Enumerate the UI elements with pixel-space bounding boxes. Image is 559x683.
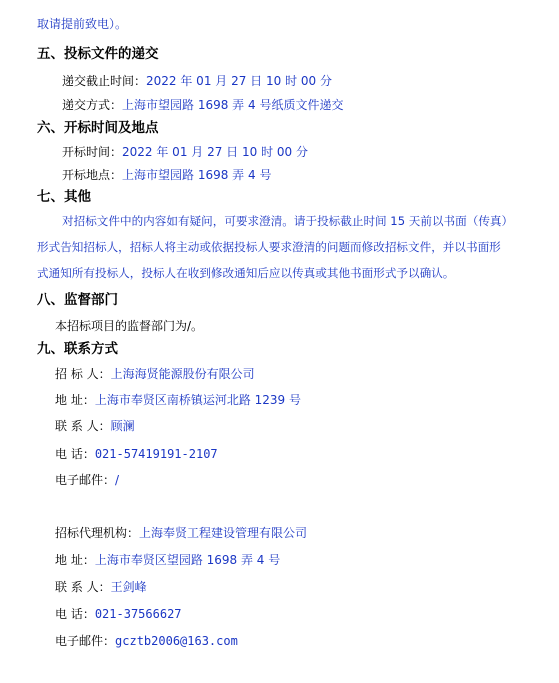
other-para-line3: 式通知所有投标人，投标人在收到修改通知后应以传真或其他书面形式予以确认。 — [37, 266, 455, 280]
other-para-line2: 形式告知招标人，招标人将主动或依据投标人要求澄清的问题而修改招标文件，并以书面形 — [37, 240, 501, 254]
supervision-text: 本招标项目的监督部门为/。 — [55, 319, 204, 333]
agent-phone-line — [55, 606, 182, 622]
tenderer-name-label: 招 标 人： — [55, 367, 111, 381]
section-8-heading: 八、监督部门 — [37, 292, 118, 308]
tenderer-address-line — [55, 392, 301, 408]
agent-contact-value: 王剑峰 — [110, 580, 147, 594]
tenderer-email-line — [55, 472, 119, 488]
tenderer-phone-value: 021-57419191-2107 — [94, 447, 218, 461]
agent-contact-line — [55, 579, 147, 595]
agent-phone-label: 电 话： — [55, 607, 95, 621]
section-9-heading: 九、联系方式 — [37, 341, 118, 357]
agent-name-line — [55, 525, 307, 541]
agent-contact-label: 联 系 人： — [55, 580, 111, 594]
submit-method-line — [62, 97, 343, 113]
deadline-value: 2022 年 01 月 27 日 10 时 00 分 — [146, 74, 332, 88]
deadline-label: 递交截止时间： — [62, 74, 147, 88]
agent-name-value: 上海奉贤工程建设管理有限公司 — [139, 526, 308, 540]
opening-place-value: 上海市望园路 1698 弄 4 号 — [122, 168, 272, 182]
agent-address-value: 上海市奉贤区望园路 1698 弄 4 号 — [94, 553, 281, 567]
tenderer-phone-label: 电 话： — [55, 447, 95, 461]
submit-method-value: 上海市望园路 1698 弄 4 号纸质文件递交 — [122, 98, 344, 112]
agent-email-label: 电子邮件： — [55, 634, 116, 648]
tenderer-address-label: 地 址： — [55, 393, 95, 407]
intro-tail: 取请提前致电）。 — [37, 17, 128, 31]
deadline-line — [62, 73, 332, 89]
tenderer-name-value: 上海海贤能源股份有限公司 — [110, 367, 255, 381]
opening-place-label: 开标地点： — [62, 168, 123, 182]
tenderer-name-line — [55, 366, 255, 382]
submit-method-label: 递交方式： — [62, 98, 123, 112]
opening-time-line — [62, 144, 308, 160]
tenderer-contact-line — [55, 418, 135, 434]
agent-address-line — [55, 552, 280, 568]
tenderer-contact-label: 联 系 人： — [55, 419, 111, 433]
section-5-heading: 五、投标文件的递交 — [37, 46, 159, 62]
agent-email-line — [55, 633, 238, 649]
tenderer-email-label: 电子邮件： — [55, 473, 116, 487]
agent-name-label: 招标代理机构： — [55, 526, 140, 540]
agent-phone-value: 021-37566627 — [94, 607, 182, 621]
section-7-heading: 七、其他 — [37, 189, 91, 205]
tenderer-email-value: / — [115, 473, 120, 487]
agent-address-label: 地 址： — [55, 553, 95, 567]
tenderer-phone-line — [55, 446, 218, 462]
opening-time-label: 开标时间： — [62, 145, 123, 159]
opening-place-line — [62, 167, 271, 183]
agent-email-value[interactable]: gcztb2006@163.com — [115, 634, 238, 648]
tenderer-address-value: 上海市奉贤区南桥镇运河北路 1239 号 — [94, 393, 301, 407]
other-para-line1: 对招标文件中的内容如有疑问，可要求澄清。请于投标截止时间 15 天前以书面（传真） — [62, 214, 514, 228]
section-6-heading: 六、开标时间及地点 — [37, 120, 159, 136]
opening-time-value: 2022 年 01 月 27 日 10 时 00 分 — [122, 145, 308, 159]
tenderer-contact-value: 顾澜 — [110, 419, 135, 433]
